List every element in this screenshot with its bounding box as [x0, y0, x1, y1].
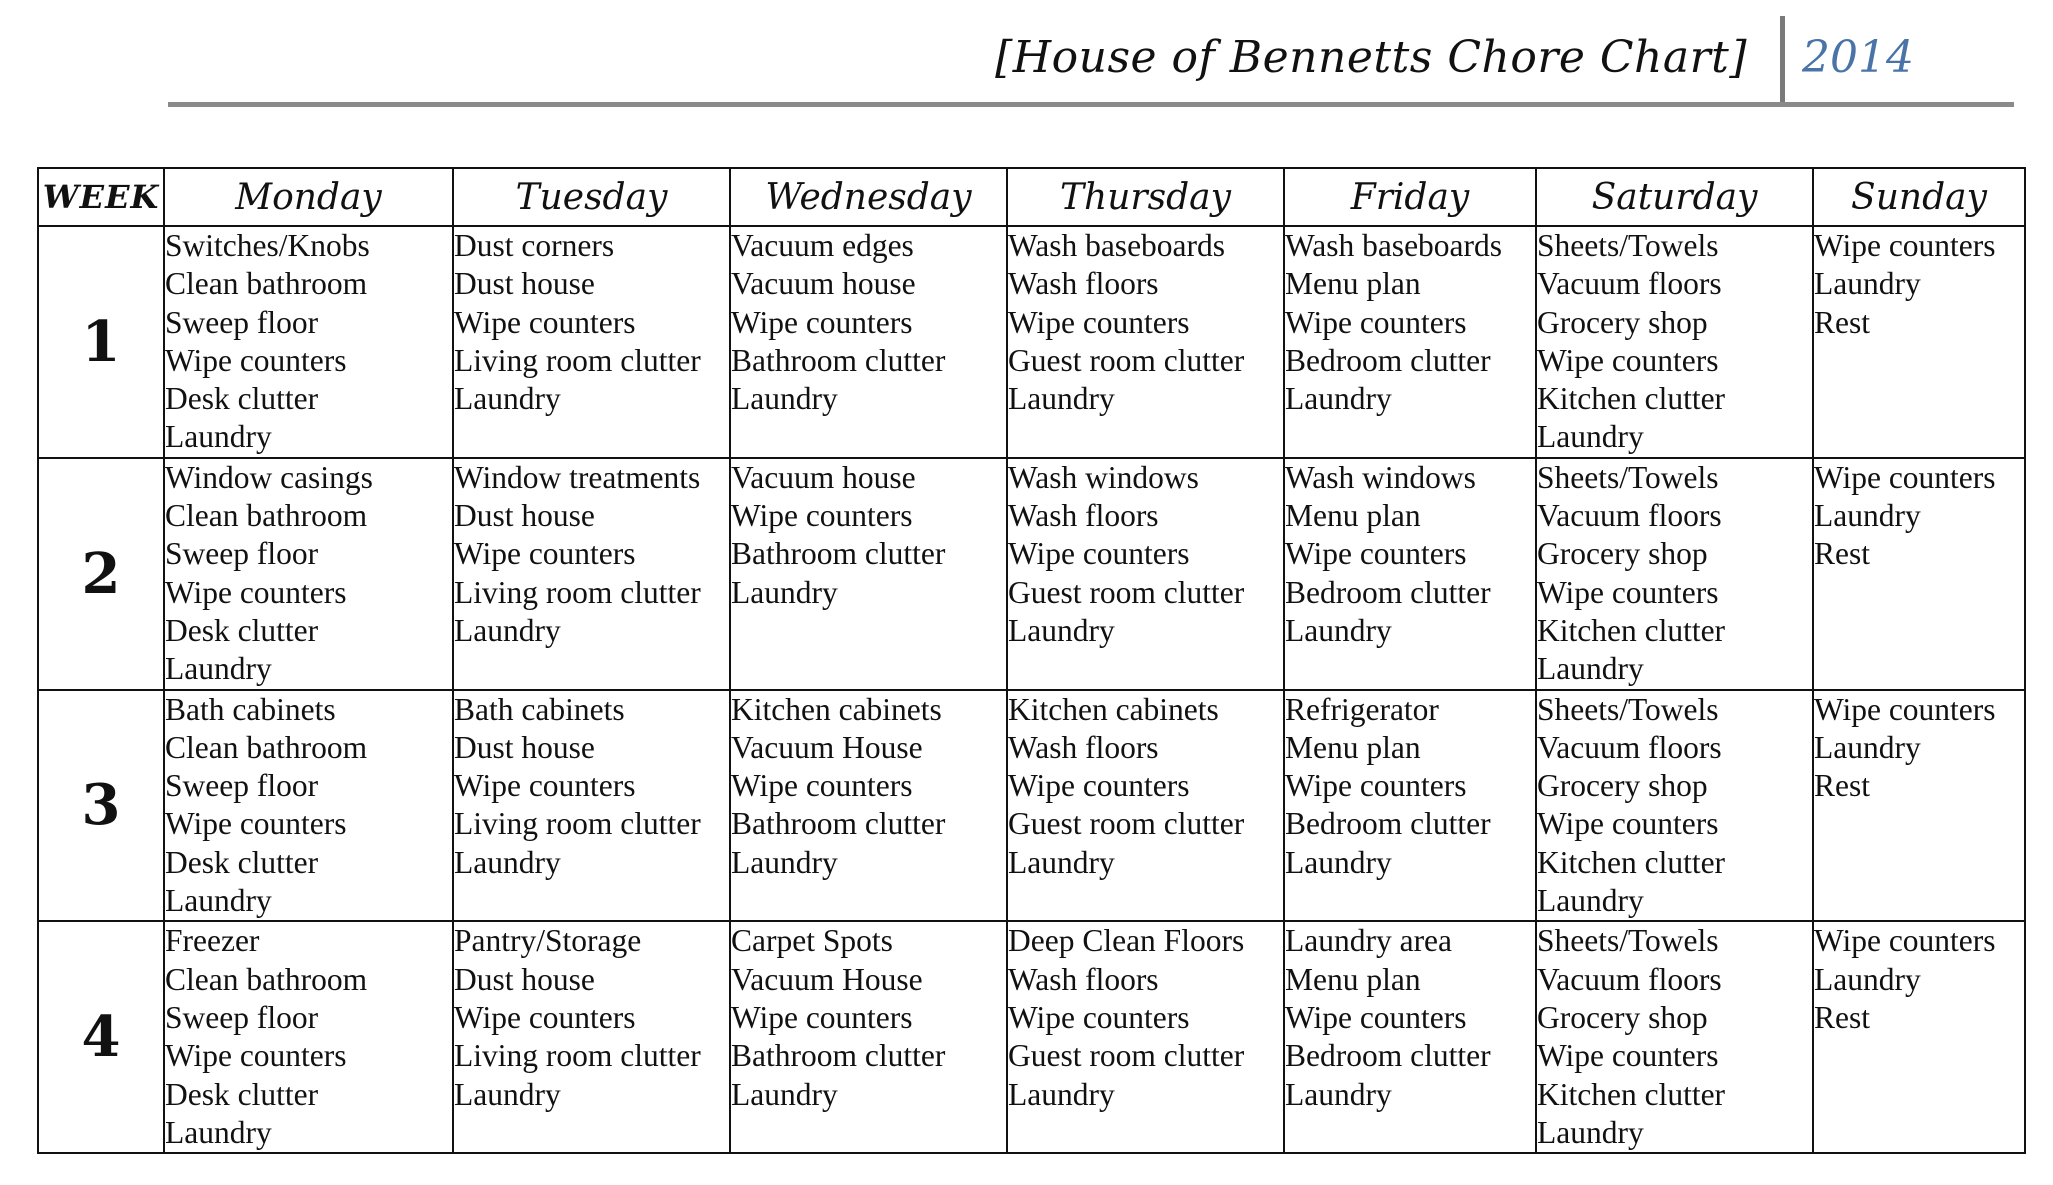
chore-item: Bedroom clutter — [1285, 574, 1491, 610]
chore-item: Refrigerator — [1285, 691, 1439, 727]
chore-table — [37, 167, 2026, 1154]
chore-item: Sheets/Towels — [1537, 923, 1719, 959]
chore-item: Menu plan — [1285, 498, 1421, 534]
chore-item: Vacuum house — [731, 266, 916, 302]
chore-cell-thursday — [1007, 226, 1284, 458]
chore-item: Sheets/Towels — [1537, 228, 1719, 263]
week-row — [38, 921, 2025, 1153]
chore-cell-friday — [1284, 458, 1536, 690]
chore-item: Laundry — [731, 844, 838, 880]
chore-item: Rest — [1814, 304, 1871, 340]
chore-item: Desk clutter — [165, 1076, 319, 1112]
chore-item: Vacuum house — [731, 459, 916, 495]
chore-cell-thursday — [1007, 458, 1284, 690]
chore-item: Kitchen cabinets — [731, 691, 942, 727]
chore-item: Living room clutter — [454, 342, 701, 378]
chore-item: Wipe counters — [1285, 999, 1467, 1035]
chore-item: Vacuum floors — [1537, 729, 1722, 765]
chore-item: Menu plan — [1285, 729, 1421, 765]
column-header-friday: Friday — [1284, 168, 1536, 226]
chore-item: Laundry — [1537, 651, 1644, 687]
chore-item: Wipe counters — [454, 304, 636, 340]
chore-item: Kitchen clutter — [1537, 844, 1726, 880]
chore-item: Laundry — [165, 419, 272, 455]
chore-cell-friday — [1284, 921, 1536, 1153]
chore-item: Laundry — [1008, 381, 1115, 417]
chore-cell-wednesday — [730, 921, 1007, 1153]
chore-item: Kitchen clutter — [1537, 381, 1726, 417]
chore-item: Vacuum edges — [731, 228, 914, 263]
chore-item: Laundry — [731, 574, 838, 610]
chore-cell-sunday — [1813, 921, 2025, 1153]
week-row — [38, 690, 2025, 922]
chore-item: Wash floors — [1008, 961, 1159, 997]
chore-item: Dust house — [454, 498, 595, 534]
chore-item: Wipe counters — [454, 536, 636, 572]
chore-item: Wipe counters — [165, 806, 347, 842]
chore-item: Clean bathroom — [165, 961, 368, 997]
chore-item: Rest — [1814, 999, 1871, 1035]
chore-item: Living room clutter — [454, 806, 701, 842]
chore-item: Freezer — [165, 923, 260, 959]
chore-item: Laundry — [1008, 612, 1115, 648]
chore-item: Grocery shop — [1537, 536, 1708, 572]
chore-item: Wipe counters — [1537, 1038, 1719, 1074]
chore-cell-thursday — [1007, 690, 1284, 922]
chore-item: Wipe counters — [1008, 999, 1190, 1035]
week-row — [38, 226, 2025, 458]
chore-item: Window casings — [165, 459, 373, 495]
week-row — [38, 458, 2025, 690]
chore-item: Dust corners — [454, 228, 615, 263]
chore-item: Bedroom clutter — [1285, 342, 1491, 378]
chore-item: Laundry — [454, 612, 561, 648]
chore-item: Wash baseboards — [1008, 228, 1226, 263]
chore-item: Wash floors — [1008, 729, 1159, 765]
chore-item: Wipe counters — [454, 999, 636, 1035]
chore-item: Wipe counters — [1008, 304, 1190, 340]
chore-item: Sweep floor — [165, 304, 319, 340]
chore-item: Rest — [1814, 536, 1871, 572]
chore-item: Laundry — [454, 1076, 561, 1112]
chore-item: Wipe counters — [731, 768, 913, 804]
chore-item: Clean bathroom — [165, 729, 368, 765]
chore-cell-saturday — [1536, 921, 1813, 1153]
chore-cell-sunday — [1813, 226, 2025, 458]
chore-item: Bathroom clutter — [731, 536, 946, 572]
chore-item: Dust house — [454, 729, 595, 765]
chore-cell-monday — [164, 226, 453, 458]
chore-item: Wipe counters — [1814, 691, 1996, 727]
chore-cell-tuesday — [453, 690, 730, 922]
chore-item: Laundry — [165, 1114, 272, 1150]
week-number: 3 — [38, 690, 164, 922]
column-header-tuesday: Tuesday — [453, 168, 730, 226]
chore-item: Wipe counters — [1008, 536, 1190, 572]
chore-item: Wash floors — [1008, 266, 1159, 302]
chore-item: Laundry — [1537, 1114, 1644, 1150]
chore-item: Wipe counters — [454, 768, 636, 804]
chore-item: Laundry — [1537, 419, 1644, 455]
chore-item: Wipe counters — [1285, 536, 1467, 572]
chore-item: Bath cabinets — [165, 691, 336, 727]
chore-item: Kitchen clutter — [1537, 1076, 1726, 1112]
chore-item: Vacuum House — [731, 729, 923, 765]
title-divider — [1780, 16, 1785, 104]
chore-item: Wipe counters — [1814, 228, 1996, 263]
chore-item: Wipe counters — [731, 304, 913, 340]
chore-item: Wipe counters — [731, 999, 913, 1035]
chore-item: Kitchen cabinets — [1008, 691, 1219, 727]
chore-item: Laundry — [1285, 1076, 1392, 1112]
chore-item: Dust house — [454, 266, 595, 302]
chore-item: Clean bathroom — [165, 498, 368, 534]
chore-item: Wipe counters — [165, 1038, 347, 1074]
chore-item: Laundry — [1814, 498, 1921, 534]
week-number: 2 — [38, 458, 164, 690]
chart-title: [House of Bennetts Chore Chart] — [995, 32, 1747, 83]
chore-cell-monday — [164, 690, 453, 922]
chore-cell-tuesday — [453, 226, 730, 458]
chore-item: Laundry — [1285, 844, 1392, 880]
chore-item: Pantry/Storage — [454, 923, 642, 959]
chore-item: Laundry — [454, 381, 561, 417]
chore-item: Laundry — [731, 1076, 838, 1112]
chart-year: 2014 — [1802, 32, 1914, 83]
chore-item: Bathroom clutter — [731, 1038, 946, 1074]
chore-item: Kitchen clutter — [1537, 612, 1726, 648]
chore-item: Deep Clean Floors — [1008, 923, 1245, 959]
chore-item: Wash floors — [1008, 498, 1159, 534]
chore-item: Laundry — [1537, 883, 1644, 919]
chore-item: Window treatments — [454, 459, 701, 495]
column-header-saturday: Saturday — [1536, 168, 1813, 226]
chore-item: Switches/Knobs — [165, 228, 370, 263]
chore-item: Grocery shop — [1537, 768, 1708, 804]
chore-cell-tuesday — [453, 458, 730, 690]
chore-item: Sheets/Towels — [1537, 691, 1719, 727]
header-row — [38, 168, 2025, 226]
chore-item: Sweep floor — [165, 536, 319, 572]
chore-cell-friday — [1284, 226, 1536, 458]
chore-item: Guest room clutter — [1008, 342, 1245, 378]
chore-item: Grocery shop — [1537, 999, 1708, 1035]
chore-item: Wash baseboards — [1285, 228, 1503, 263]
chore-item: Wipe counters — [731, 498, 913, 534]
chore-item: Laundry — [1285, 612, 1392, 648]
chore-item: Bedroom clutter — [1285, 1038, 1491, 1074]
chore-cell-saturday — [1536, 690, 1813, 922]
chore-item: Laundry — [165, 883, 272, 919]
chore-item: Sweep floor — [165, 768, 319, 804]
chore-item: Wash windows — [1008, 459, 1199, 495]
chore-item: Laundry area — [1285, 923, 1453, 959]
chore-item: Wipe counters — [1814, 459, 1996, 495]
chore-cell-wednesday — [730, 690, 1007, 922]
chore-item: Desk clutter — [165, 844, 319, 880]
chore-cell-thursday — [1007, 921, 1284, 1153]
chore-item: Vacuum floors — [1537, 266, 1722, 302]
chore-item: Grocery shop — [1537, 304, 1708, 340]
chore-item: Clean bathroom — [165, 266, 368, 302]
chore-item: Wipe counters — [1285, 768, 1467, 804]
chore-item: Sweep floor — [165, 999, 319, 1035]
chore-cell-friday — [1284, 690, 1536, 922]
chore-item: Laundry — [165, 651, 272, 687]
chore-table-body — [38, 226, 2025, 1153]
chore-cell-sunday — [1813, 690, 2025, 922]
chore-item: Living room clutter — [454, 574, 701, 610]
chore-item: Menu plan — [1285, 961, 1421, 997]
chore-item: Bath cabinets — [454, 691, 625, 727]
chore-cell-sunday — [1813, 458, 2025, 690]
chore-item: Vacuum floors — [1537, 961, 1722, 997]
column-header-monday: Monday — [164, 168, 453, 226]
chore-item: Wipe counters — [1814, 923, 1996, 959]
chore-cell-wednesday — [730, 458, 1007, 690]
chore-item: Guest room clutter — [1008, 574, 1245, 610]
chore-cell-tuesday — [453, 921, 730, 1153]
chore-item: Bathroom clutter — [731, 342, 946, 378]
chore-item: Desk clutter — [165, 612, 319, 648]
chore-item: Laundry — [1814, 729, 1921, 765]
week-number: 1 — [38, 226, 164, 458]
chore-item: Guest room clutter — [1008, 1038, 1245, 1074]
chore-item: Rest — [1814, 768, 1871, 804]
chore-item: Carpet Spots — [731, 923, 893, 959]
chore-cell-saturday — [1536, 226, 1813, 458]
chore-item: Laundry — [1814, 961, 1921, 997]
chore-cell-monday — [164, 921, 453, 1153]
chore-item: Wipe counters — [1537, 806, 1719, 842]
chore-item: Laundry — [1814, 266, 1921, 302]
chore-item: Laundry — [1008, 1076, 1115, 1112]
chore-item: Dust house — [454, 961, 595, 997]
chore-item: Laundry — [731, 381, 838, 417]
chore-item: Wipe counters — [1537, 574, 1719, 610]
chore-cell-wednesday — [730, 226, 1007, 458]
chore-item: Wipe counters — [165, 574, 347, 610]
column-header-wednesday: Wednesday — [730, 168, 1007, 226]
chore-item: Laundry — [454, 844, 561, 880]
chore-cell-monday — [164, 458, 453, 690]
chore-item: Wipe counters — [1285, 304, 1467, 340]
chore-cell-saturday — [1536, 458, 1813, 690]
chore-item: Desk clutter — [165, 381, 319, 417]
chore-item: Wash windows — [1285, 459, 1476, 495]
chore-item: Guest room clutter — [1008, 806, 1245, 842]
chore-item: Laundry — [1008, 844, 1115, 880]
chore-item: Living room clutter — [454, 1038, 701, 1074]
chore-item: Menu plan — [1285, 266, 1421, 302]
chore-item: Bedroom clutter — [1285, 806, 1491, 842]
header-rule — [168, 102, 2014, 107]
chore-item: Sheets/Towels — [1537, 459, 1719, 495]
column-header-thursday: Thursday — [1007, 168, 1284, 226]
week-number: 4 — [38, 921, 164, 1153]
chart-header — [168, 14, 2014, 108]
chore-item: Vacuum floors — [1537, 498, 1722, 534]
chore-item: Laundry — [1285, 381, 1392, 417]
column-header-sunday: Sunday — [1813, 168, 2025, 226]
chore-item: Wipe counters — [165, 342, 347, 378]
chore-item: Wipe counters — [1537, 342, 1719, 378]
column-header-week: WEEK — [38, 168, 164, 226]
chore-item: Vacuum House — [731, 961, 923, 997]
chore-item: Bathroom clutter — [731, 806, 946, 842]
chore-item: Wipe counters — [1008, 768, 1190, 804]
